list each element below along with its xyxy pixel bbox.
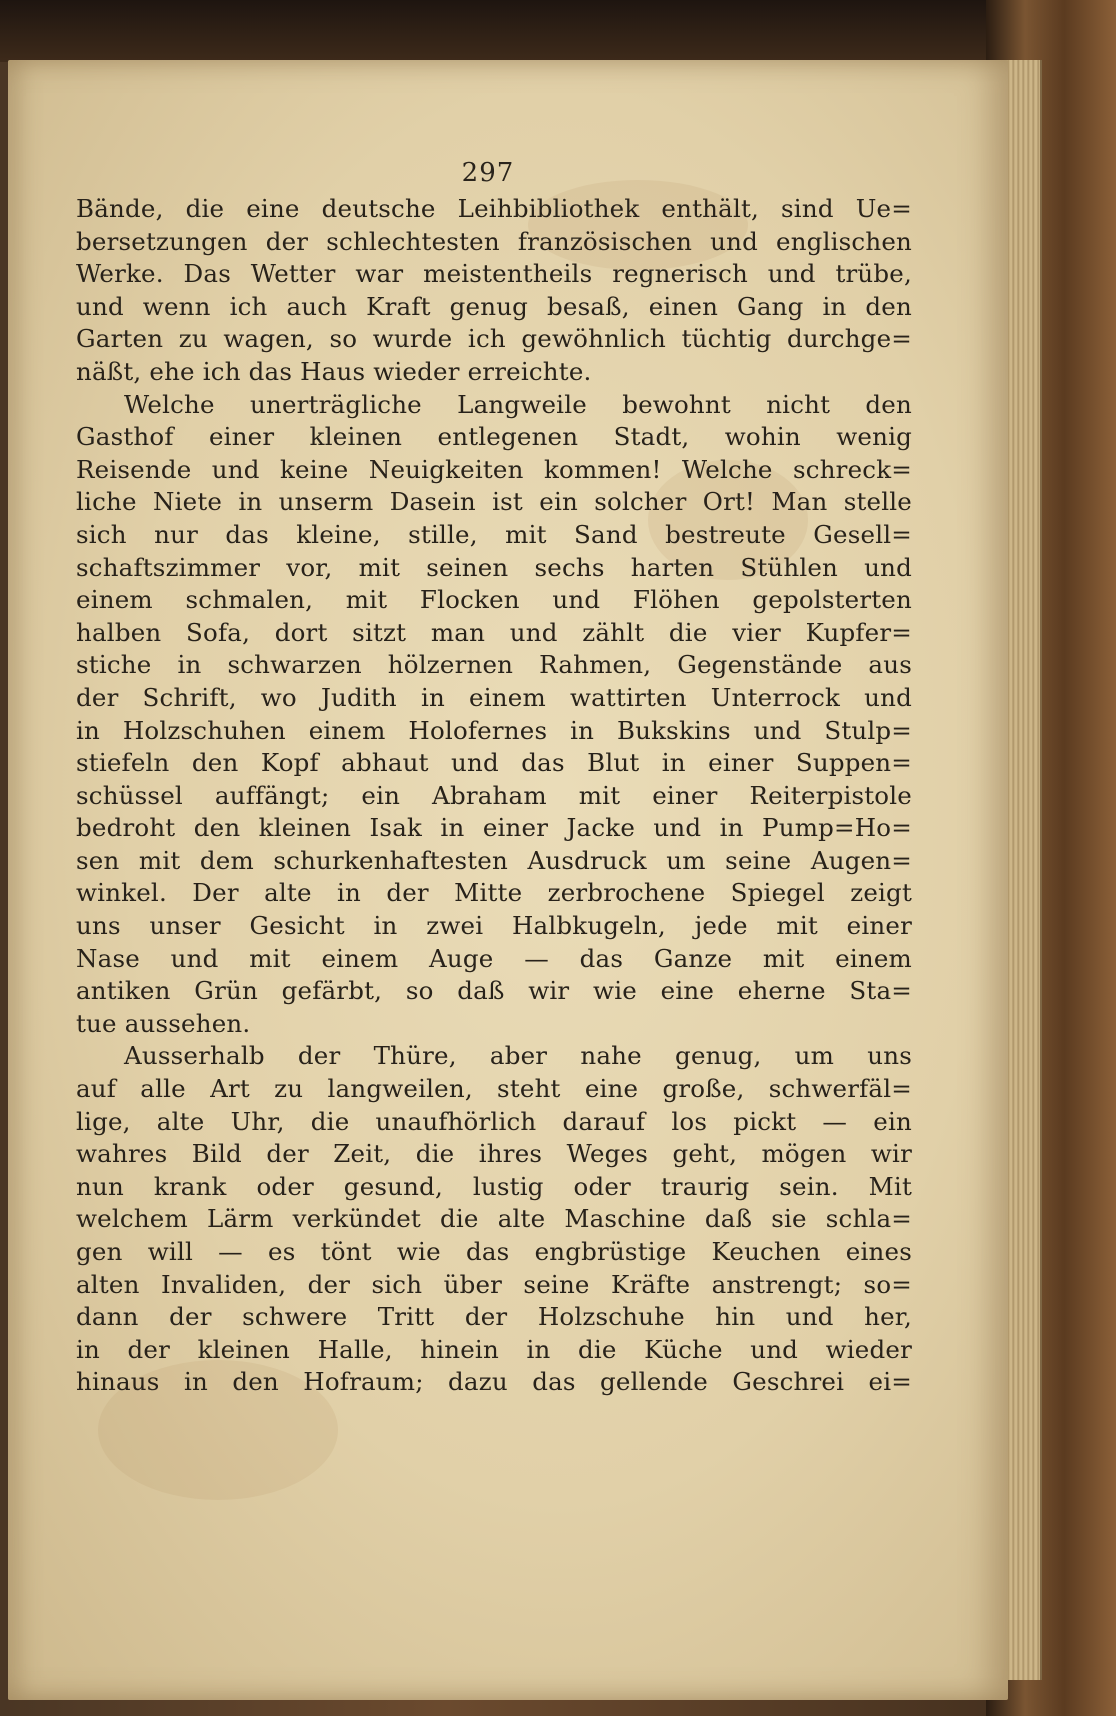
text-line: sich nur das kleine, stille, mit Sand bestreute Gesell= — [76, 519, 912, 549]
text-line: liche Niete in unserm Dasein ist ein solcher Ort! Man stelle — [76, 487, 912, 517]
text-line: tue aussehen. — [76, 1008, 251, 1038]
text-line: Garten zu wagen, so wurde ich gewöhnlich tüchtig durchge= — [76, 324, 912, 354]
text-line: gen will — es tönt wie das engbrüstige Keuchen eines — [76, 1237, 912, 1266]
text-line: winkel. Der alte in der Mitte zerbrochene Spiegel zeigt — [76, 878, 912, 908]
text-line: lige, alte Uhr, die unaufhörlich darauf los pickt — ein — [76, 1106, 912, 1136]
text-line: schaftszimmer vor, mit seinen sechs harten Stühlen und — [76, 552, 912, 582]
text-line: in der kleinen Halle, hinein in die Küche und wieder — [76, 1334, 912, 1364]
text-line: Reisende und keine Neuigkeiten kommen! Welche schreck= — [76, 454, 912, 484]
text-line: stiefeln den Kopf abhaut und das Blut in einer Suppen= — [76, 748, 912, 778]
text-line: und wenn ich auch Kraft genug besaß, einen Gang in den — [76, 291, 912, 321]
text-line: welchem Lärm verkündet die alte Maschine daß sie schla= — [76, 1204, 912, 1234]
text-line: auf alle Art zu langweilen, steht eine große, schwerfäl= — [76, 1074, 912, 1104]
text-line: Werke. Das Wetter war meistentheils regnerisch und trübe, — [76, 259, 912, 289]
text-line: sen mit dem schurkenhaftesten Ausdruck um seine Augen= — [76, 845, 912, 875]
text-line: näßt, ehe ich das Haus wieder erreichte. — [76, 356, 592, 386]
text-line: uns unser Gesicht in zwei Halbkugeln, jede mit einer — [76, 911, 912, 941]
text-line: hinaus in den Hofraum; dazu das gellende Geschrei ei= — [76, 1367, 912, 1397]
text-line: Nase und mit einem Auge — das Ganze mit einem — [76, 943, 912, 973]
text-line: antiken Grün gefärbt, so daß wir wie eine eherne Sta= — [76, 976, 912, 1006]
text-line: in Holzschuhen einem Holofernes in Bukskins und Stulp= — [76, 715, 912, 745]
text-line: Ausserhalb der Thüre, aber nahe genug, um uns — [124, 1041, 912, 1071]
text-line: bersetzungen der schlechtesten französischen und englischen — [76, 226, 912, 256]
book-cover-top — [0, 0, 1116, 62]
text-line: einem schmalen, mit Flocken und Flöhen gepolsterten — [76, 585, 912, 615]
body-text — [76, 193, 912, 1399]
text-line: Gasthof einer kleinen entlegenen Stadt, wohin wenig — [76, 422, 912, 452]
text-line: schüssel auffängt; ein Abraham mit einer Reiterpistole — [76, 780, 912, 810]
page-number: 297 — [461, 158, 515, 188]
text-line: alten Invaliden, der sich über seine Kräfte anstrengt; so= — [76, 1269, 912, 1299]
book-page — [8, 60, 1008, 1700]
text-line: dann der schwere Tritt der Holzschuhe hin und her, — [76, 1302, 912, 1332]
text-line: Bände, die eine deutsche Leihbibliothek enthält, sind Ue= — [76, 194, 912, 223]
text-line: wahres Bild der Zeit, die ihres Weges geht, mögen wir — [76, 1139, 912, 1169]
text-line: halben Sofa, dort sitzt man und zählt die vier Kupfer= — [76, 617, 912, 647]
text-line: nun krank oder gesund, lustig oder traurig sein. Mit — [76, 1171, 912, 1201]
text-line: stiche in schwarzen hölzernen Rahmen, Gegenstände aus — [76, 650, 912, 680]
text-line: Welche unerträgliche Langweile bewohnt nicht den — [124, 389, 912, 419]
text-line: der Schrift, wo Judith in einem wattirten Unterrock und — [76, 682, 912, 712]
text-line: bedroht den kleinen Isak in einer Jacke und in Pump=Ho= — [76, 813, 912, 843]
